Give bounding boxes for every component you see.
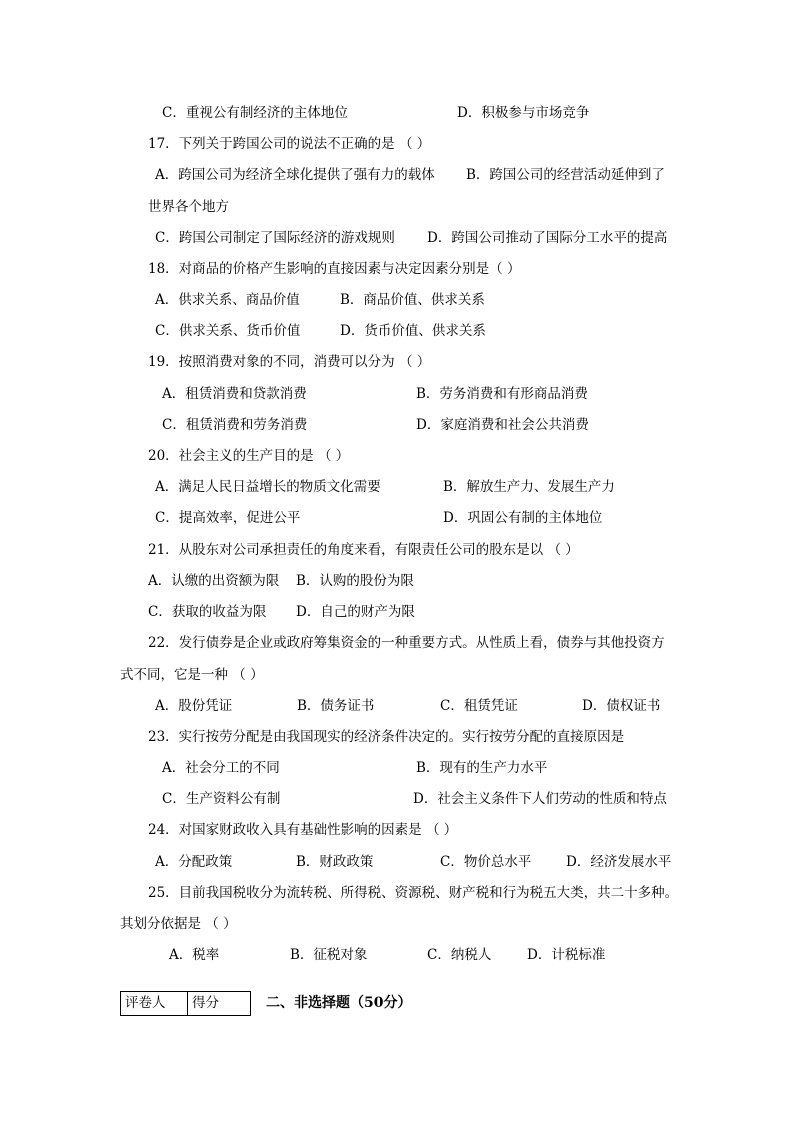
q25-option-b: B．征税对象 xyxy=(290,947,368,963)
q21-option-c: C．获取的收益为限 xyxy=(148,604,267,620)
q25-stem: 25．目前我国税收分为流转税、所得税、资源税、财产税和行为税五大类，共二十多种。 xyxy=(148,885,679,901)
q23-stem: 23．实行按劳分配是由我国现实的经济条件决定的。实行按劳分配的直接原因是 xyxy=(148,729,625,745)
q24-stem: 24．对国家财政收入具有基础性影响的因素是 （ ） xyxy=(148,822,458,838)
q20-option-d: D．巩固公有制的主体地位 xyxy=(443,510,603,526)
q20-option-c: C．提高效率，促进公平 xyxy=(155,510,301,526)
q19-option-a: A．租赁消费和贷款消费 xyxy=(162,386,307,402)
q18-stem: 18．对商品的价格产生影响的直接因素与决定因素分别是（ ） xyxy=(148,261,521,277)
q17-option-b: B．跨国公司的经营活动延伸到了 xyxy=(466,167,665,183)
q25-stem-cont: 其划分依据是 （ ） xyxy=(120,916,237,932)
q18-option-d: D．货币价值、供求关系 xyxy=(340,323,486,339)
q19-option-b: B．劳务消费和有形商品消费 xyxy=(416,386,588,402)
q17-option-c: C．跨国公司制定了国际经济的游戏规则 xyxy=(155,230,395,246)
q22-stem: 22．发行债券是企业或政府筹集资金的一种重要方式。从性质上看，债券与其他投资方 xyxy=(148,635,665,651)
q22-stem-cont: 式不同，它是一种 （ ） xyxy=(120,667,264,683)
section-title: 二、非选择题（50分） xyxy=(266,995,412,1011)
q24-option-c: C．物价总水平 xyxy=(440,854,532,870)
q25-option-c: C．纳税人 xyxy=(427,947,492,963)
q23-option-c: C．生产资料公有制 xyxy=(162,791,281,807)
q22-option-c: C．租赁凭证 xyxy=(440,698,518,714)
q18-option-c: C．供求关系、货币价值 xyxy=(155,323,301,339)
q22-option-b: B．债务证书 xyxy=(297,698,375,714)
q20-option-a: A．满足人民日益增长的物质文化需要 xyxy=(155,479,381,495)
q22-option-d: D．债权证书 xyxy=(582,698,661,714)
q21-option-b: B．认购的股份为限 xyxy=(296,573,414,589)
q17-option-d: D．跨国公司推动了国际分工水平的提高 xyxy=(427,230,668,246)
q20-option-b: B．解放生产力、发展生产力 xyxy=(443,479,615,495)
q22-option-a: A．股份凭证 xyxy=(155,698,233,714)
q23-option-b: B．现有的生产力水平 xyxy=(416,760,548,776)
q17-option-a: A．跨国公司为经济全球化提供了强有力的载体 xyxy=(155,167,435,183)
q20-stem: 20．社会主义的生产目的是 （ ） xyxy=(148,448,350,464)
score-cell: 得分 xyxy=(192,995,219,1011)
grading-box xyxy=(120,991,251,1016)
q17-option-b-cont: 世界各个地方 xyxy=(148,199,229,215)
q19-option-d: D．家庭消费和社会公共消费 xyxy=(416,417,589,433)
q18-option-a: A．供求关系、商品价值 xyxy=(155,292,300,308)
q25-option-a: A．税率 xyxy=(169,947,220,963)
q24-option-b: B．财政政策 xyxy=(296,854,374,870)
q19-stem: 19．按照消费对象的不同，消费可以分为 （ ） xyxy=(148,354,431,370)
q25-option-d: D．计税标准 xyxy=(527,947,606,963)
q21-option-a: A．认缴的出资额为限 xyxy=(148,573,280,589)
q19-option-c: C．租赁消费和劳务消费 xyxy=(162,417,308,433)
reviewer-cell: 评卷人 xyxy=(121,992,188,1015)
q24-option-a: A．分配政策 xyxy=(155,854,233,870)
q23-option-d: D．社会主义条件下人们劳动的性质和特点 xyxy=(413,791,667,807)
q16-option-d: D．积极参与市场竞争 xyxy=(457,105,590,121)
q23-option-a: A．社会分工的不同 xyxy=(162,760,280,776)
q17-stem: 17．下列关于跨国公司的说法不正确的是 （ ） xyxy=(148,136,431,152)
q21-stem: 21．从股东对公司承担责任的角度来看，有限责任公司的股东是以 （ ） xyxy=(148,542,579,558)
q18-option-b: B．商品价值、供求关系 xyxy=(340,292,485,308)
q21-option-d: D．自己的财产为限 xyxy=(296,604,415,620)
q24-option-d: D．经济发展水平 xyxy=(566,854,672,870)
q16-option-c: C．重视公有制经济的主体地位 xyxy=(162,105,348,121)
